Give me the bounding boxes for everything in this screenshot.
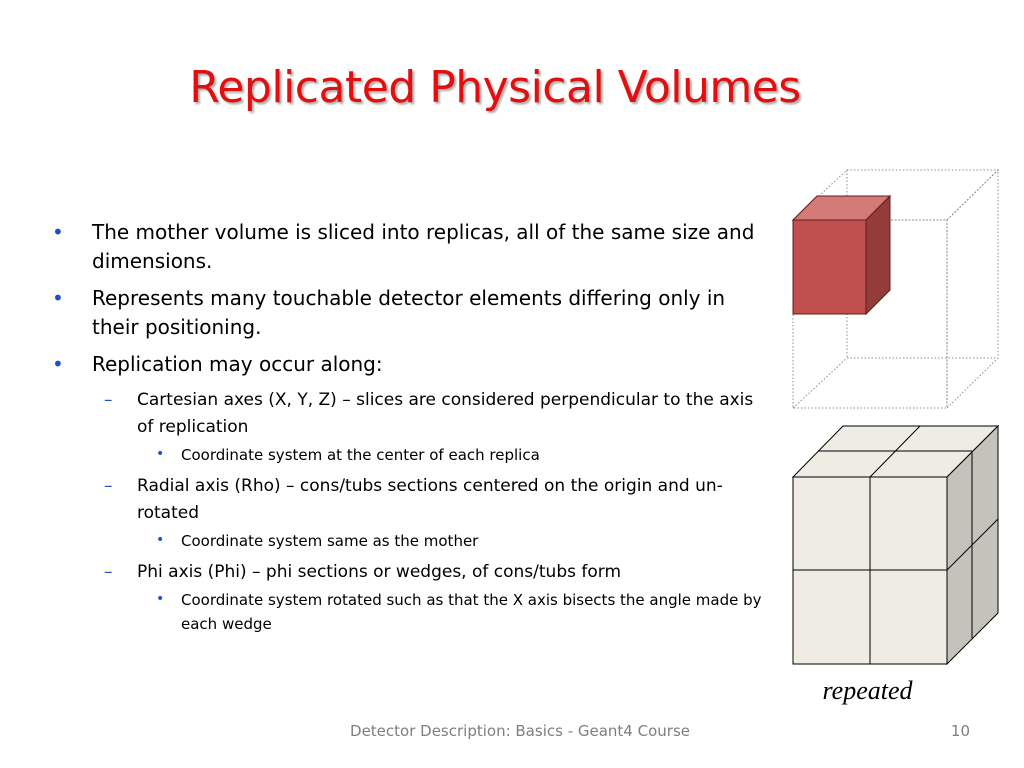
bullet-marker: • (52, 220, 64, 244)
bullet-marker: • (156, 446, 165, 462)
dash-marker: – (104, 390, 113, 410)
bullet-item (52, 218, 772, 276)
repeated-cube (793, 426, 998, 664)
replica-cubes-figure (785, 165, 1005, 665)
dash-marker: – (104, 476, 113, 496)
sub-sub-bullet-item (52, 443, 772, 467)
slide-footer: Detector Description: Basics - Geant4 Course (350, 722, 690, 740)
mother-side-face (947, 170, 998, 408)
bullet-marker: • (156, 591, 165, 607)
bullet-item (52, 350, 772, 379)
bullet-text: The mother volume is sliced into replicas, all of the same size and dimensions. (92, 220, 755, 273)
sub-bullet-text: Phi axis (Phi) – phi sections or wedges, of cons/tubs form (137, 562, 622, 582)
sub-sub-bullet-text: Coordinate system rotated such as that the X axis bisects the angle made by each wedge (181, 591, 762, 633)
page-number: 10 (950, 722, 970, 740)
bullet-marker: • (156, 532, 165, 548)
sub-bullet-item (52, 473, 772, 527)
replica-front-face (793, 220, 866, 314)
replica-cube (793, 196, 890, 314)
bullet-item (52, 284, 772, 342)
sub-sub-bullet-text: Coordinate system same as the mother (181, 532, 479, 550)
sub-bullet-item (52, 559, 772, 586)
sub-sub-bullet-item (52, 529, 772, 553)
bullet-marker: • (52, 286, 64, 310)
sub-sub-bullet-text: Coordinate system at the center of each replica (181, 446, 540, 464)
slide-title: Replicated Physical Volumes (189, 62, 801, 113)
sub-bullet-text: Cartesian axes (X, Y, Z) – slices are considered perpendicular to the axis of replication (137, 390, 754, 437)
bullet-marker: • (52, 352, 64, 376)
bullet-list (52, 218, 772, 642)
bullet-text: Represents many touchable detector elements differing only in their positioning. (92, 286, 726, 339)
dash-marker: – (104, 562, 113, 582)
sub-bullet-item (52, 387, 772, 441)
sub-bullet-text: Radial axis (Rho) – cons/tubs sections centered on the origin and un-rotated (137, 476, 723, 523)
figure-caption: repeated (822, 676, 913, 705)
sub-sub-bullet-item (52, 588, 772, 636)
bullet-text: Replication may occur along: (92, 352, 383, 376)
mother-hidden-edge (793, 358, 847, 408)
